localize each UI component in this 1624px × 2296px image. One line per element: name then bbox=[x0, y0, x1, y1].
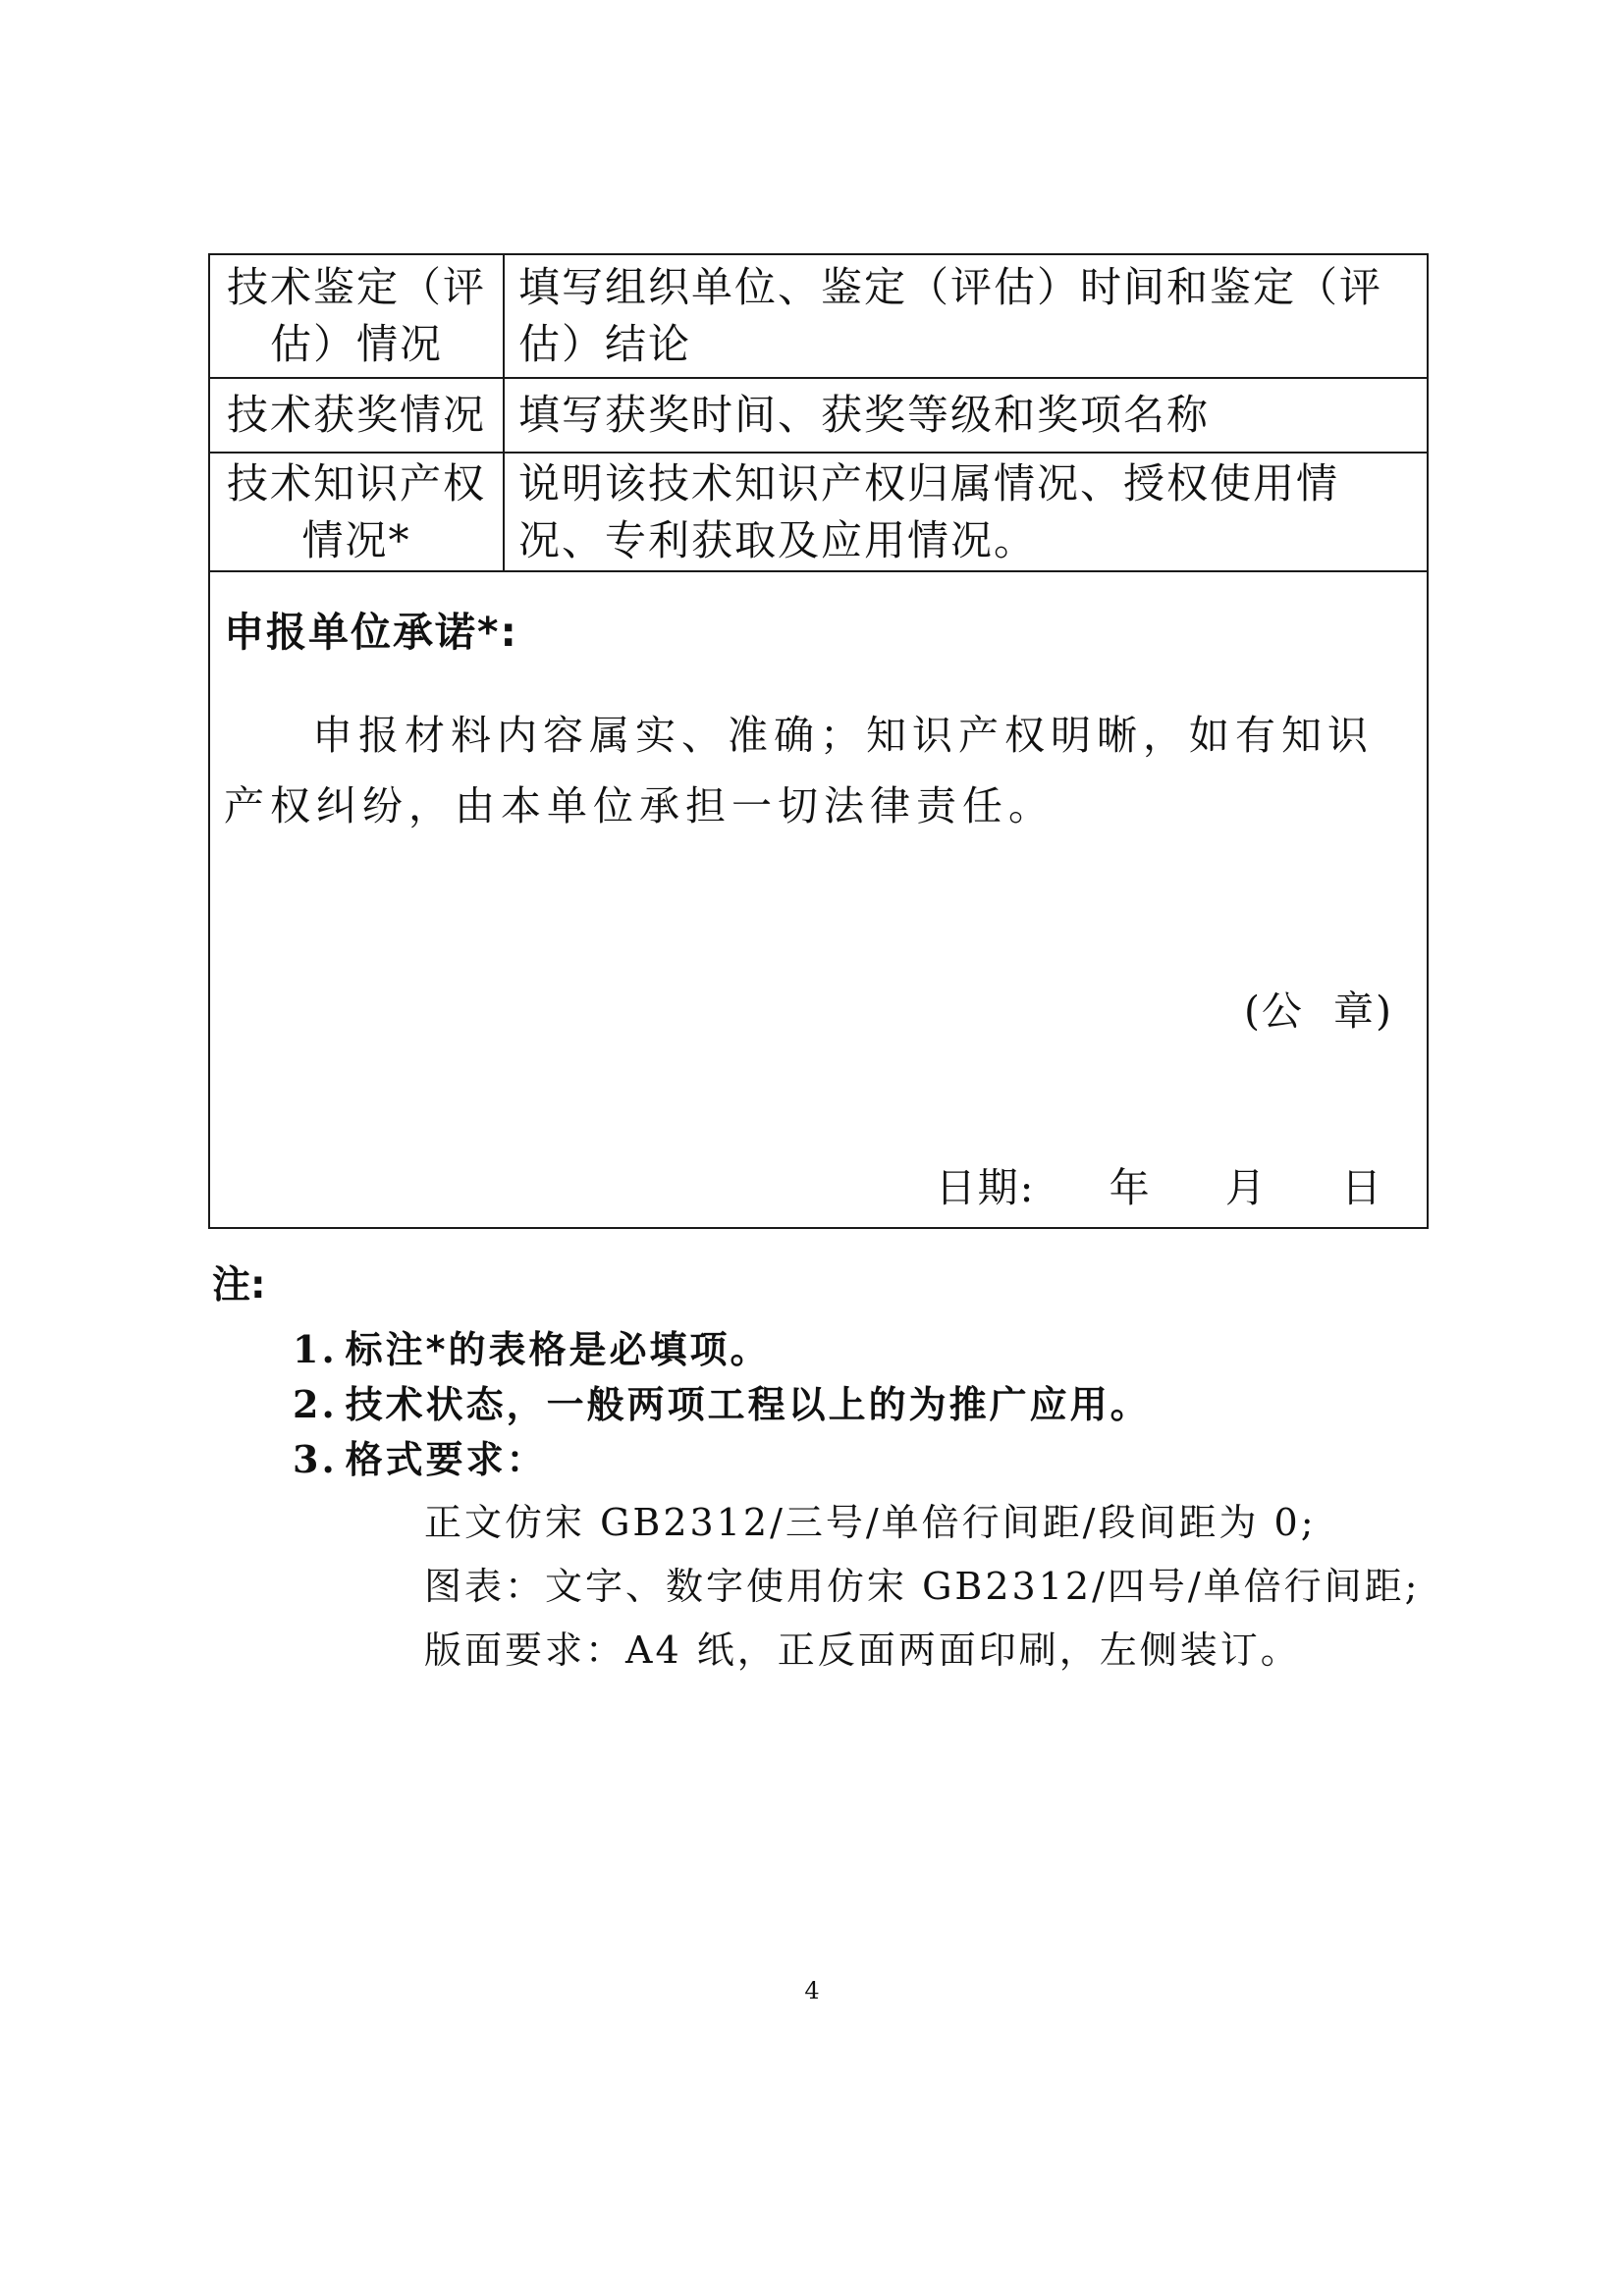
ip-label: 技术知识产权情况* bbox=[209, 453, 504, 571]
note-item-3 bbox=[293, 1429, 547, 1483]
note-text: 格式要求： bbox=[345, 1438, 547, 1481]
awards-label: 技术获奖情况 bbox=[209, 378, 504, 453]
note-number: 3. bbox=[293, 1437, 338, 1481]
note-text: 技术状态，一般两项工程以上的为推广应用。 bbox=[345, 1383, 1151, 1426]
page-number: 4 bbox=[804, 1977, 820, 2004]
evaluation-value: 填写组织单位、鉴定（评估）时间和鉴定（评估）结论 bbox=[504, 254, 1428, 378]
notes-title: 注: bbox=[212, 1263, 266, 1308]
pledge-title: 申报单位承诺*: bbox=[224, 609, 518, 656]
official-seal-label: (公 章) bbox=[1243, 988, 1393, 1035]
awards-value: 填写获奖时间、获奖等级和奖项名称 bbox=[504, 378, 1428, 453]
table-row-ip bbox=[209, 453, 1428, 571]
table-row-pledge bbox=[209, 571, 1428, 1228]
format-line-layout: 版面要求：A4 纸，正反面两面印刷，左侧装订。 bbox=[424, 1629, 1301, 1672]
date-line: 日期: 年 月 日 bbox=[935, 1164, 1383, 1211]
note-number: 1. bbox=[293, 1327, 338, 1371]
table-row-evaluation bbox=[209, 254, 1428, 378]
note-item-1 bbox=[293, 1319, 771, 1373]
application-form-table bbox=[208, 253, 1429, 1229]
evaluation-label: 技术鉴定（评估）情况 bbox=[209, 254, 504, 378]
format-line-charts: 图表：文字、数字使用仿宋 GB2312/四号/单倍行间距; bbox=[424, 1565, 1421, 1608]
note-number: 2. bbox=[293, 1382, 338, 1426]
pledge-cell bbox=[209, 571, 1428, 1228]
note-item-2 bbox=[293, 1374, 1151, 1428]
note-text: 标注*的表格是必填项。 bbox=[345, 1328, 771, 1371]
pledge-text: 申报材料内容属实、准确；知识产权明晰，如有知识产权纠纷，由本单位承担一切法律责任。 bbox=[224, 712, 1374, 829]
format-line-body: 正文仿宋 GB2312/三号/单倍行间距/段间距为 0; bbox=[424, 1501, 1317, 1544]
table-row-awards bbox=[209, 378, 1428, 453]
ip-value: 说明该技术知识产权归属情况、授权使用情况、专利获取及应用情况。 bbox=[504, 453, 1428, 571]
